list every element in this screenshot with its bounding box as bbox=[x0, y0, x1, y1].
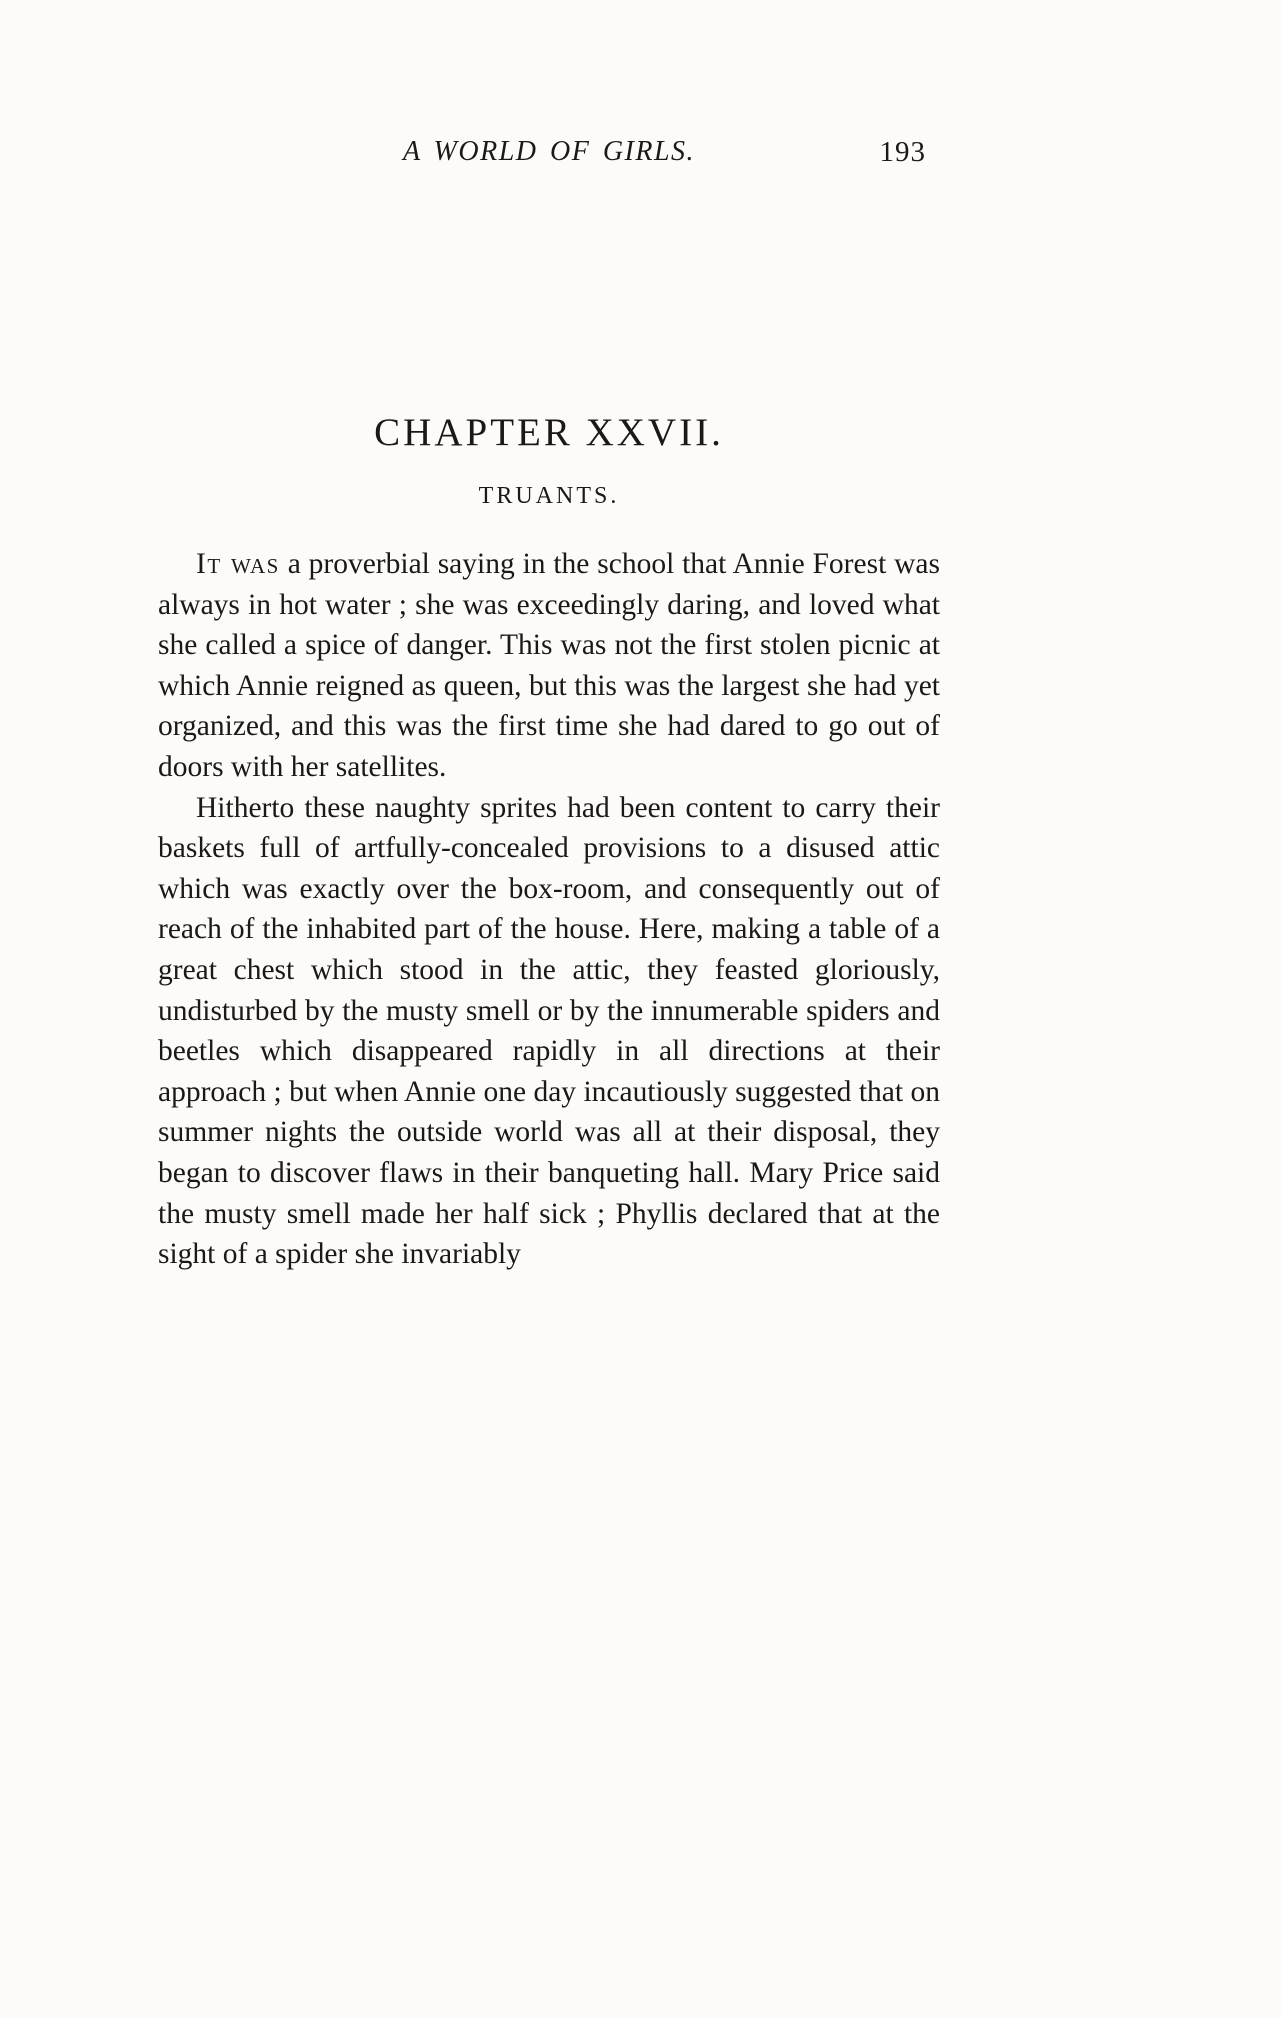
paragraph-2: Hitherto these naughty sprites had been content to carry their baskets full of artfully-concealed provisions to a disused attic which was exactly over the box-room, and consequently out of reach of the inhabited part of the house. Here, making a table of a great chest which stood in the attic, they feasted gloriously, undisturbed by the musty smell or by the innumerable spiders and beetles which disappeared rapidly in all directions at their approach ; but when Annie one day incautiously suggested that on summer nights the outside world was all at their disposal, they began to discover flaws in their banqueting hall. Mary Price said the musty smell made her half sick ; Phyllis declared that at the sight of a spider she invariably bbox=[158, 791, 940, 1271]
running-header-title: A WORLD OF GIRLS. bbox=[402, 136, 696, 167]
paragraph-1-text: a proverbial saying in the school that Annie Forest was always in hot water ; she was exceedingly daring, and loved what she called a spice of danger. This was not the first stolen picnic at which Annie reigned as queen, but this was the largest she had yet organized, and this was the first time she had dared to go out of doors with her satellites. bbox=[158, 548, 940, 783]
paragraph-1-smallcaps-lead: It was bbox=[196, 548, 280, 580]
running-header bbox=[158, 0, 940, 174]
paragraph-1 bbox=[158, 544, 940, 788]
text-block bbox=[158, 0, 940, 1275]
section-title: TRUANTS. bbox=[478, 483, 620, 509]
chapter-heading: CHAPTER XXVII. bbox=[374, 411, 724, 454]
page-number: 193 bbox=[879, 136, 926, 168]
body-text bbox=[158, 544, 940, 1275]
